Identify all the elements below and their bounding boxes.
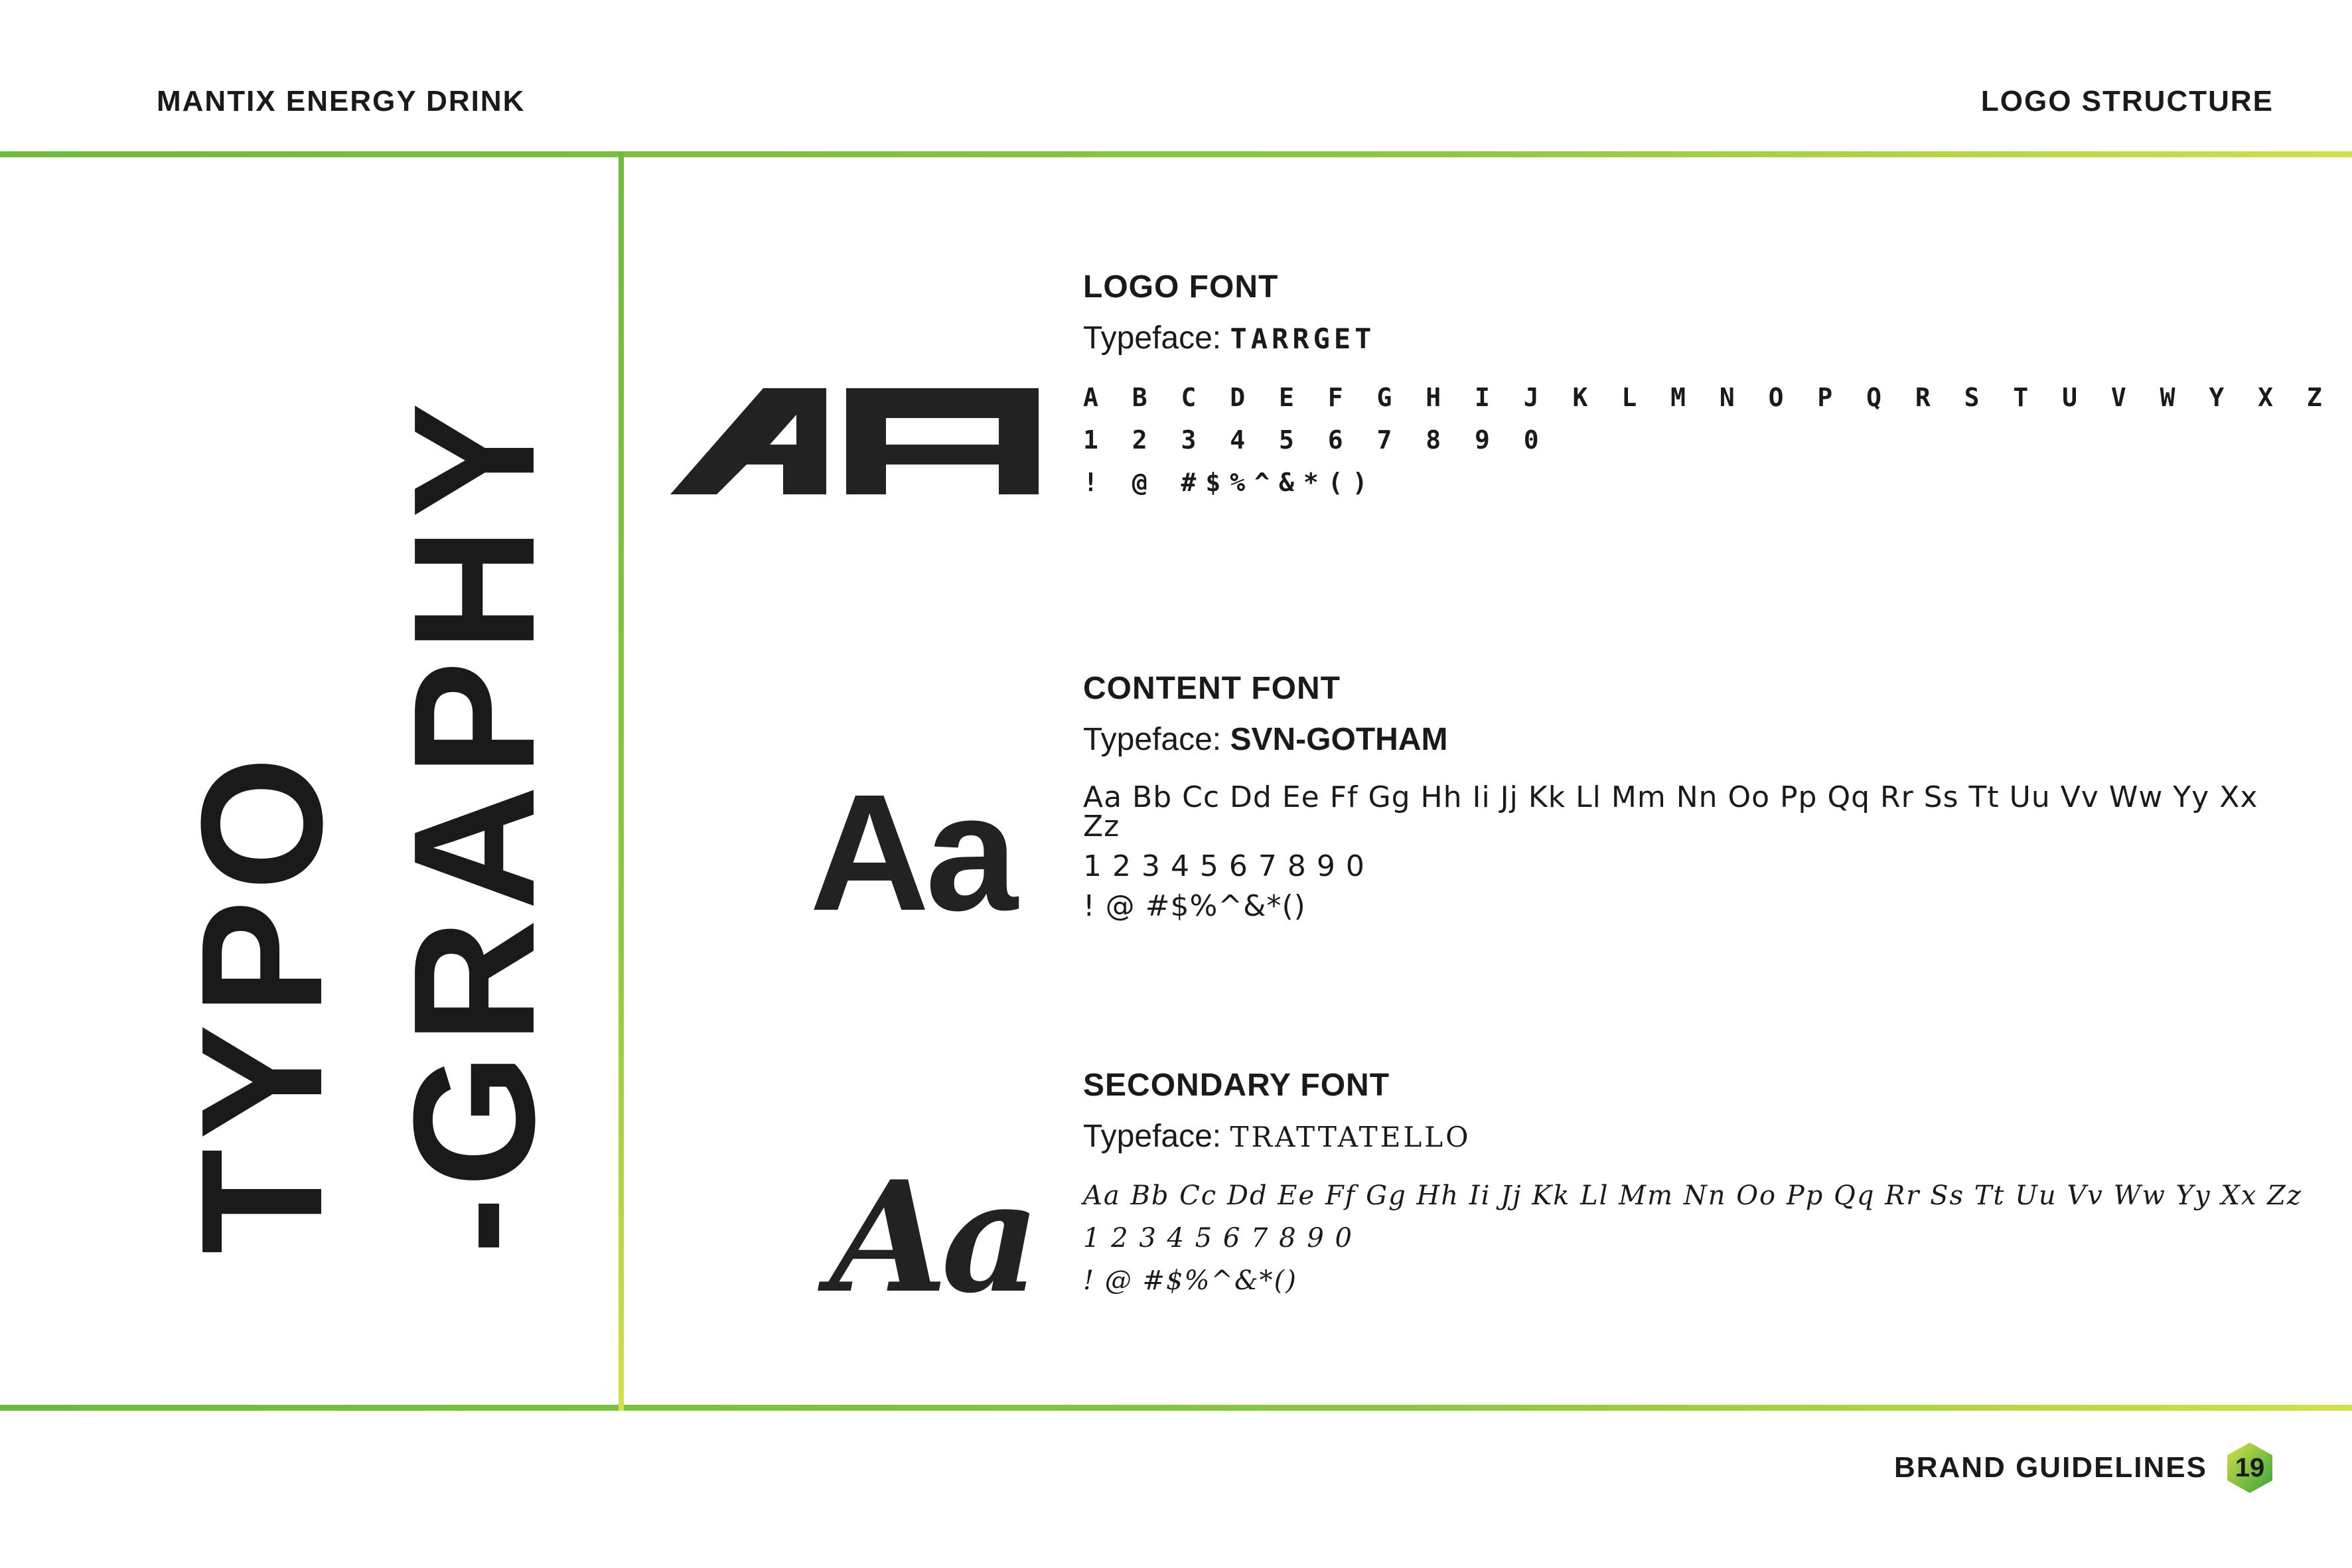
logo-font-title: LOGO FONT xyxy=(1083,269,1279,305)
bottom-divider xyxy=(0,1405,2352,1411)
footer xyxy=(1894,1441,2274,1494)
typeface-label: Typeface: xyxy=(1083,1119,1222,1154)
typeface-name: TRATTATELLO xyxy=(1230,1121,1471,1153)
typeface-name: TARRGET xyxy=(1230,322,1376,355)
content-font-typeface xyxy=(1083,721,2278,758)
content-font-numbers: 1 2 3 4 5 6 7 8 9 0 xyxy=(1083,849,1365,883)
page-number: 19 xyxy=(2235,1453,2265,1482)
typeface-name: SVN-GOTHAM xyxy=(1230,722,1448,757)
secondary-font-symbols: ! @ #$%^&*() xyxy=(1083,1265,1297,1296)
secondary-font-specimen: Aa xyxy=(830,1148,1034,1327)
top-divider xyxy=(0,151,2352,157)
logo-font-numbers: 1 2 3 4 5 6 7 8 9 0 xyxy=(1083,425,1548,455)
typeface-label: Typeface: xyxy=(1083,722,1222,757)
logo-font-alphabet: A B C D E F G H I J K L M N O P Q R S T U V W Y X Z xyxy=(1083,383,2331,412)
secondary-font-numbers: 1 2 3 4 5 6 7 8 9 0 xyxy=(1083,1223,1353,1253)
footer-label: BRAND GUIDELINES xyxy=(1893,1451,2207,1484)
vertical-title-line1: TYPO xyxy=(166,747,358,1254)
logo-font-typeface xyxy=(1083,320,2331,356)
content-font-symbols: ! @ #$%^&*() xyxy=(1083,889,1306,923)
content-font-specimen: Aa xyxy=(810,760,1014,945)
secondary-font-section xyxy=(1083,1067,2302,1307)
header-section: LOGO STRUCTURE xyxy=(1980,85,2274,117)
secondary-font-typeface xyxy=(1083,1118,2302,1155)
content-font-section xyxy=(1083,670,2278,932)
vertical-title-line2: -GRAPHY xyxy=(378,393,571,1254)
secondary-font-title: SECONDARY FONT xyxy=(1083,1068,1390,1103)
secondary-font-alphabet: Aa Bb Cc Dd Ee Ff Gg Hh Ii Jj Kk Ll Mm Nn Oo Pp Qq Rr Ss Tt Uu Vv Ww Yy Xx Zz xyxy=(1083,1180,2303,1211)
logo-font-symbols: ! @ #$%^&*() xyxy=(1083,468,1377,497)
content-font-title: CONTENT FONT xyxy=(1083,671,1341,706)
logo-font-section xyxy=(1083,269,2331,509)
page-number-badge xyxy=(2226,1441,2274,1494)
header-brand: MANTIX ENERGY DRINK xyxy=(157,85,526,117)
typeface-label: Typeface: xyxy=(1083,321,1222,356)
logo-font-specimen xyxy=(670,385,1042,498)
content-font-alphabet: Aa Bb Cc Dd Ee Ff Gg Hh Ii Jj Kk Ll Mm Nn Oo Pp Qq Rr Ss Tt Uu Vv Ww Yy Xx Zz xyxy=(1083,780,2258,843)
